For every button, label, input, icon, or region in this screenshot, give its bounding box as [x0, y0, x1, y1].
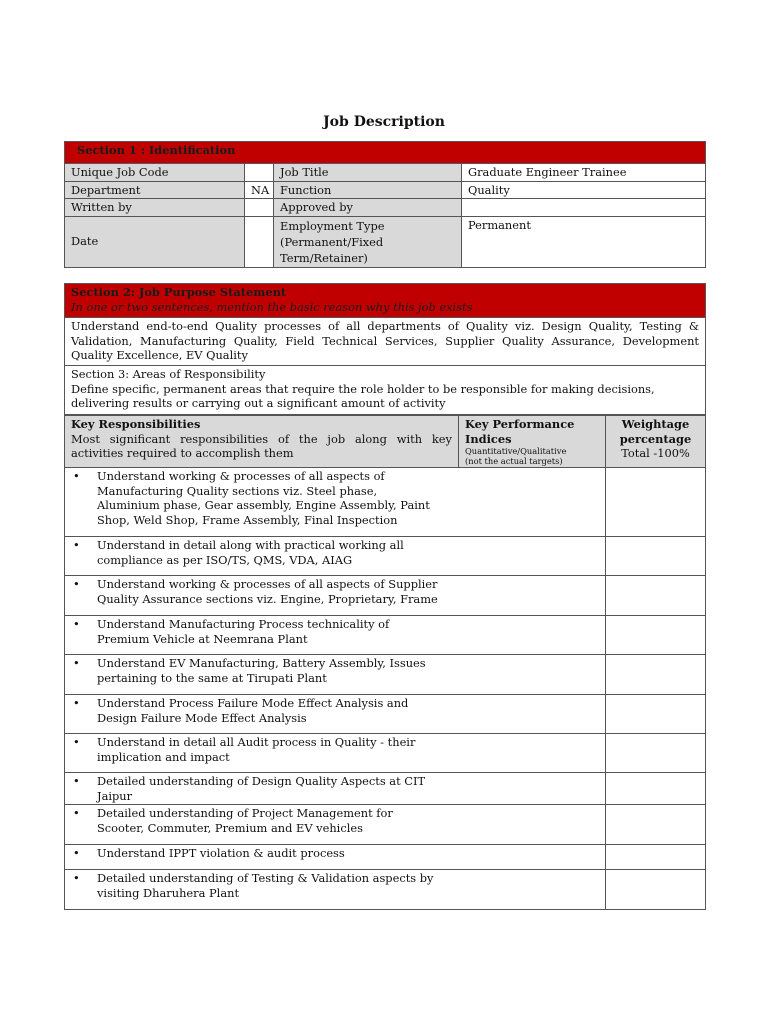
table-row	[65, 805, 706, 845]
date-label: Date	[65, 216, 245, 267]
kpi-note-1: Quantitative/Qualitative	[465, 446, 567, 456]
table-row	[65, 870, 706, 910]
responsibility-item: Detailed understanding of Testing & Validation aspects by visiting Dharuhera Plant	[97, 871, 434, 900]
responsibility-item: Understand in detail all Audit process in Quality - their implication and impact	[97, 735, 416, 764]
table-row	[65, 468, 706, 537]
unique-job-code-value	[245, 164, 274, 182]
weightage-cell	[606, 468, 706, 537]
key-responsibilities-desc: Most significant responsibilities of the job along with key activities required to accomplish them	[71, 431, 452, 460]
bullet-icon: •	[73, 846, 80, 860]
responsibility-item: Understand Process Failure Mode Effect Analysis and Design Failure Mode Effect Analysis	[97, 696, 409, 725]
bullet-icon: •	[73, 577, 80, 591]
responsibility-item: Understand EV Manufacturing, Battery Assembly, Issues pertaining to the same at Tirupati Plant	[97, 656, 426, 685]
section2-subtitle: In one or two sentences, mention the basic reason why this job exists	[71, 299, 473, 314]
bullet-icon: •	[73, 469, 80, 483]
bullet-icon: •	[73, 617, 80, 631]
weightage-title: Weightage percentage	[619, 417, 692, 446]
section2-title: Section 2: Job Purpose Statement	[71, 285, 287, 299]
table-row	[65, 616, 706, 655]
table-row	[65, 695, 706, 734]
written-by-label: Written by	[65, 199, 245, 217]
bullet-icon: •	[73, 696, 80, 710]
responsibilities-table	[64, 415, 706, 910]
bullet-icon: •	[73, 871, 80, 885]
kpi-title: Key Performance Indices	[465, 417, 575, 446]
responsibility-item: Understand working & processes of all aspects of Supplier Quality Assurance sections viz. Engine, Proprietary, Frame	[97, 577, 438, 606]
table-row	[65, 537, 706, 576]
key-responsibilities-header	[65, 416, 459, 468]
function-value: Quality	[462, 181, 706, 199]
weightage-header	[606, 416, 706, 468]
bullet-icon: •	[73, 538, 80, 552]
job-purpose-text: Understand end-to-end Quality processes of all departments of Quality viz. Design Quality, Testing & Validation, Manufacturing Quality, Field Technical Services, Supplier Quality Assurance, Development Quality Excellence, EV Quality	[65, 318, 706, 366]
weightage-cell	[606, 805, 706, 845]
section3-title: Section 3: Areas of Responsibility	[71, 367, 266, 381]
section1-header: Section 1 : Identification	[65, 142, 706, 164]
weightage-cell	[606, 537, 706, 576]
weightage-total: Total -100%	[621, 446, 690, 460]
kpi-note-2: (not the actual targets)	[465, 456, 563, 466]
bullet-icon: •	[73, 806, 80, 820]
employment-type-title: Employment Type	[280, 218, 385, 233]
bullet-icon: •	[73, 656, 80, 670]
job-title-label: Job Title	[274, 164, 462, 182]
weightage-cell	[606, 616, 706, 655]
employment-type-value: Permanent	[462, 216, 706, 267]
date-value	[245, 216, 274, 267]
weightage-cell	[606, 695, 706, 734]
kpi-header	[459, 416, 606, 468]
responsibility-item: Understand in detail along with practical working all compliance as per ISO/TS, QMS, VDA, AIAG	[97, 538, 404, 567]
function-label: Function	[274, 181, 462, 199]
table-row	[65, 773, 706, 805]
unique-job-code-label: Unique Job Code	[65, 164, 245, 182]
section2-header	[65, 284, 706, 318]
responsibility-item: Detailed understanding of Design Quality Aspects at CIT Jaipur	[97, 774, 426, 803]
weightage-cell	[606, 870, 706, 910]
department-value: NA	[245, 181, 274, 199]
bullet-icon: •	[73, 735, 80, 749]
weightage-cell	[606, 576, 706, 616]
bullet-icon: •	[73, 774, 80, 788]
employment-type-options: (Permanent/Fixed Term/Retainer)	[280, 234, 384, 265]
section3-intro	[65, 366, 706, 415]
table-row	[65, 576, 706, 616]
document-title: Job Description	[323, 114, 445, 130]
approved-by-label: Approved by	[274, 199, 462, 217]
section3-description: Define specific, permanent areas that require the role holder to be responsible for making decisions, delivering results or carrying out a significant amount of activity	[71, 381, 655, 410]
job-title-value: Graduate Engineer Trainee	[462, 164, 706, 182]
responsibility-item: Detailed understanding of Project Management for Scooter, Commuter, Premium and EV vehicles	[97, 806, 393, 835]
written-by-value	[245, 199, 274, 217]
employment-type-label	[274, 216, 462, 267]
weightage-cell	[606, 655, 706, 695]
weightage-cell	[606, 845, 706, 870]
key-responsibilities-title: Key Responsibilities	[71, 417, 201, 431]
responsibility-item: Understand working & processes of all aspects of Manufacturing Quality sections viz. Steel phase, Aluminium phase, Gear assembly, Engine Assembly, Paint Shop, Weld Shop, Frame Assembly, Final Inspection	[97, 469, 430, 527]
department-label: Department	[65, 181, 245, 199]
table-row	[65, 845, 706, 870]
job-purpose-table	[64, 283, 706, 415]
table-row	[65, 655, 706, 695]
responsibility-item: Understand IPPT violation & audit process	[97, 846, 345, 860]
identification-table	[64, 141, 706, 268]
responsibility-item: Understand Manufacturing Process technicality of Premium Vehicle at Neemrana Plant	[97, 617, 390, 646]
approved-by-value	[462, 199, 706, 217]
weightage-cell	[606, 734, 706, 773]
weightage-cell	[606, 773, 706, 805]
table-row	[65, 734, 706, 773]
